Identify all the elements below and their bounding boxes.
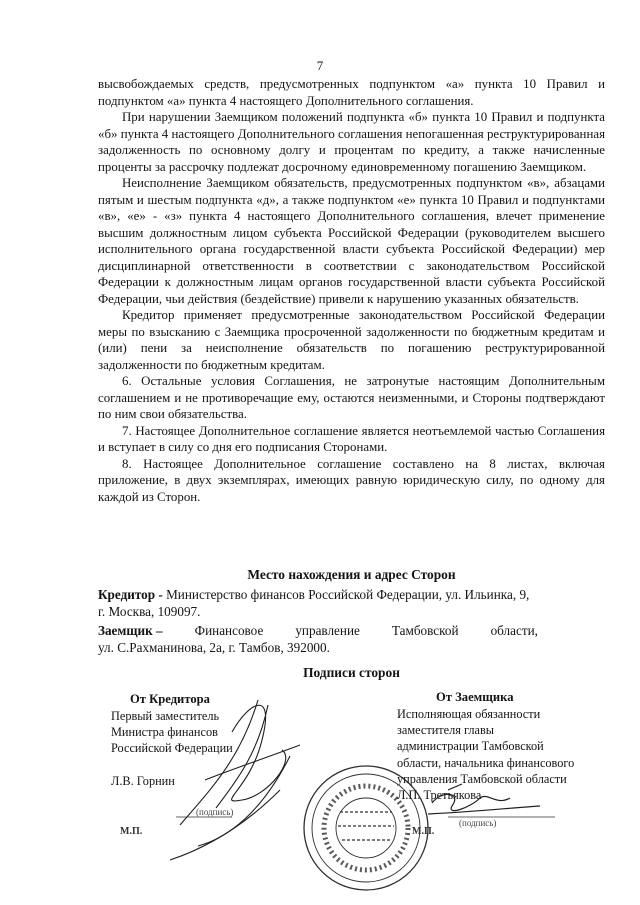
borrower-position-line: заместителя главы [397, 723, 495, 738]
paragraph: Неисполнение Заемщиком обязательств, предусмотренных подпунктом «в», абзацами пятым и шестым подпункта «д», а также подпунктом «е» пункта 10 Правил и подпунктами «в», «е» - «з» пункта 4 настоящего Дополнительного соглашения, влечет применение высшим должностным лицом субъекта Российской Федерации (руководителем высшего исполнительного органа государственной власти субъекта Российской Федерации) мер дисциплинарной ответственности в соответствии с законодательством Российской Федерации к должностным лицам органов государственной власти субъекта Российской Федерации, чьи действия (бездействие) привели к нарушению указанных обязательств. [98, 176, 605, 306]
borrower-signatory-name: Л.П. Третьякова [397, 788, 482, 803]
borrower-word: области, [490, 623, 538, 638]
addresses-heading: Место нахождения и адрес Сторон [247, 567, 456, 582]
borrower-position [397, 706, 574, 803]
creditor-address-line2: г. Москва, 109097. [98, 604, 201, 619]
borrower-position-line: Исполняющая обязанности [397, 707, 541, 721]
paragraph: При нарушении Заемщиком положений подпункта «б» пункта 10 Правил и подпункта «б» пункта 4 настоящего Дополнительного соглашения непогашенная реструктурированная задолженность по основному долгу и процентам по кредиту, а также начисленные проценты за рассрочку подлежат досрочному единовременному погашению Заемщиком. [98, 110, 605, 174]
creditor-position [111, 708, 233, 757]
creditor-position-line: Первый заместитель [111, 709, 220, 723]
paragraph: Кредитор применяет предусмотренные законодательством Российской Федерации меры по взысканию с Заемщика просроченной задолженности по бюджетным кредитам и (или) пени за неисполнение обязательств по погашению реструктурированной задолженности по бюджетным кредитам. [98, 308, 605, 372]
borrower-word: Тамбовской [391, 623, 459, 638]
paragraph: 8. Настоящее Дополнительное соглашение составлено на 8 листах, включая приложение, в двух экземплярах, имеющих равную юридическую силу, по одному для каждой из Сторон. [98, 456, 605, 504]
creditor-position-line: Министра финансов [111, 725, 218, 740]
signatures-heading: Подписи сторон [303, 665, 400, 680]
borrower-address-line2: ул. С.Рахманинова, 2а, г. Тамбов, 392000. [98, 640, 330, 655]
borrower-mp-label: М.П. [412, 826, 435, 837]
page-number: 7 [316, 58, 324, 73]
creditor-position-line: Российской Федерации [111, 741, 233, 756]
paragraph: 7. Настоящее Дополнительное соглашение является неотъемлемой частью Соглашения и вступает в силу со дня его подписания Сторонами. [98, 423, 605, 454]
creditor-address-line1: Министерство финансов Российской Федерации, ул. Ильинка, 9, [166, 587, 530, 602]
paragraph: 6. Остальные условия Соглашения, не затронутые настоящим Дополнительным соглашением и не противоречащие ему, остаются неизменными, и Стороны подтверждают по ним свои обязательства. [98, 374, 605, 421]
creditor-signatory-name: Л.В. Горнин [111, 774, 175, 788]
borrower-signature-block [436, 689, 514, 705]
borrower-word: управление [295, 623, 360, 638]
paragraph: высвобождаемых средств, предусмотренных подпунктом «а» пункта 10 Правил и подпунктом «а» пункта 4 настоящего Дополнительного соглашения. [98, 77, 605, 108]
creditor-sign-title: От Кредитора [130, 692, 210, 706]
creditor-signature-block [130, 691, 210, 707]
creditor-mp-label: М.П. [120, 826, 143, 837]
borrower-position-line: администрации Тамбовской [397, 739, 544, 754]
borrower-position-line: управления Тамбовской области [397, 771, 567, 786]
borrower-word: Финансовое [194, 623, 264, 638]
borrower-sign-title: От Заемщика [436, 690, 514, 704]
borrower-position-line: области, начальника финансового [397, 755, 575, 770]
creditor-podpis-label: (подпись) [196, 807, 234, 817]
borrower-podpis-label: (подпись) [459, 818, 497, 828]
borrower-label: Заемщик – [98, 623, 163, 638]
creditor-label: Кредитор - [98, 587, 163, 602]
